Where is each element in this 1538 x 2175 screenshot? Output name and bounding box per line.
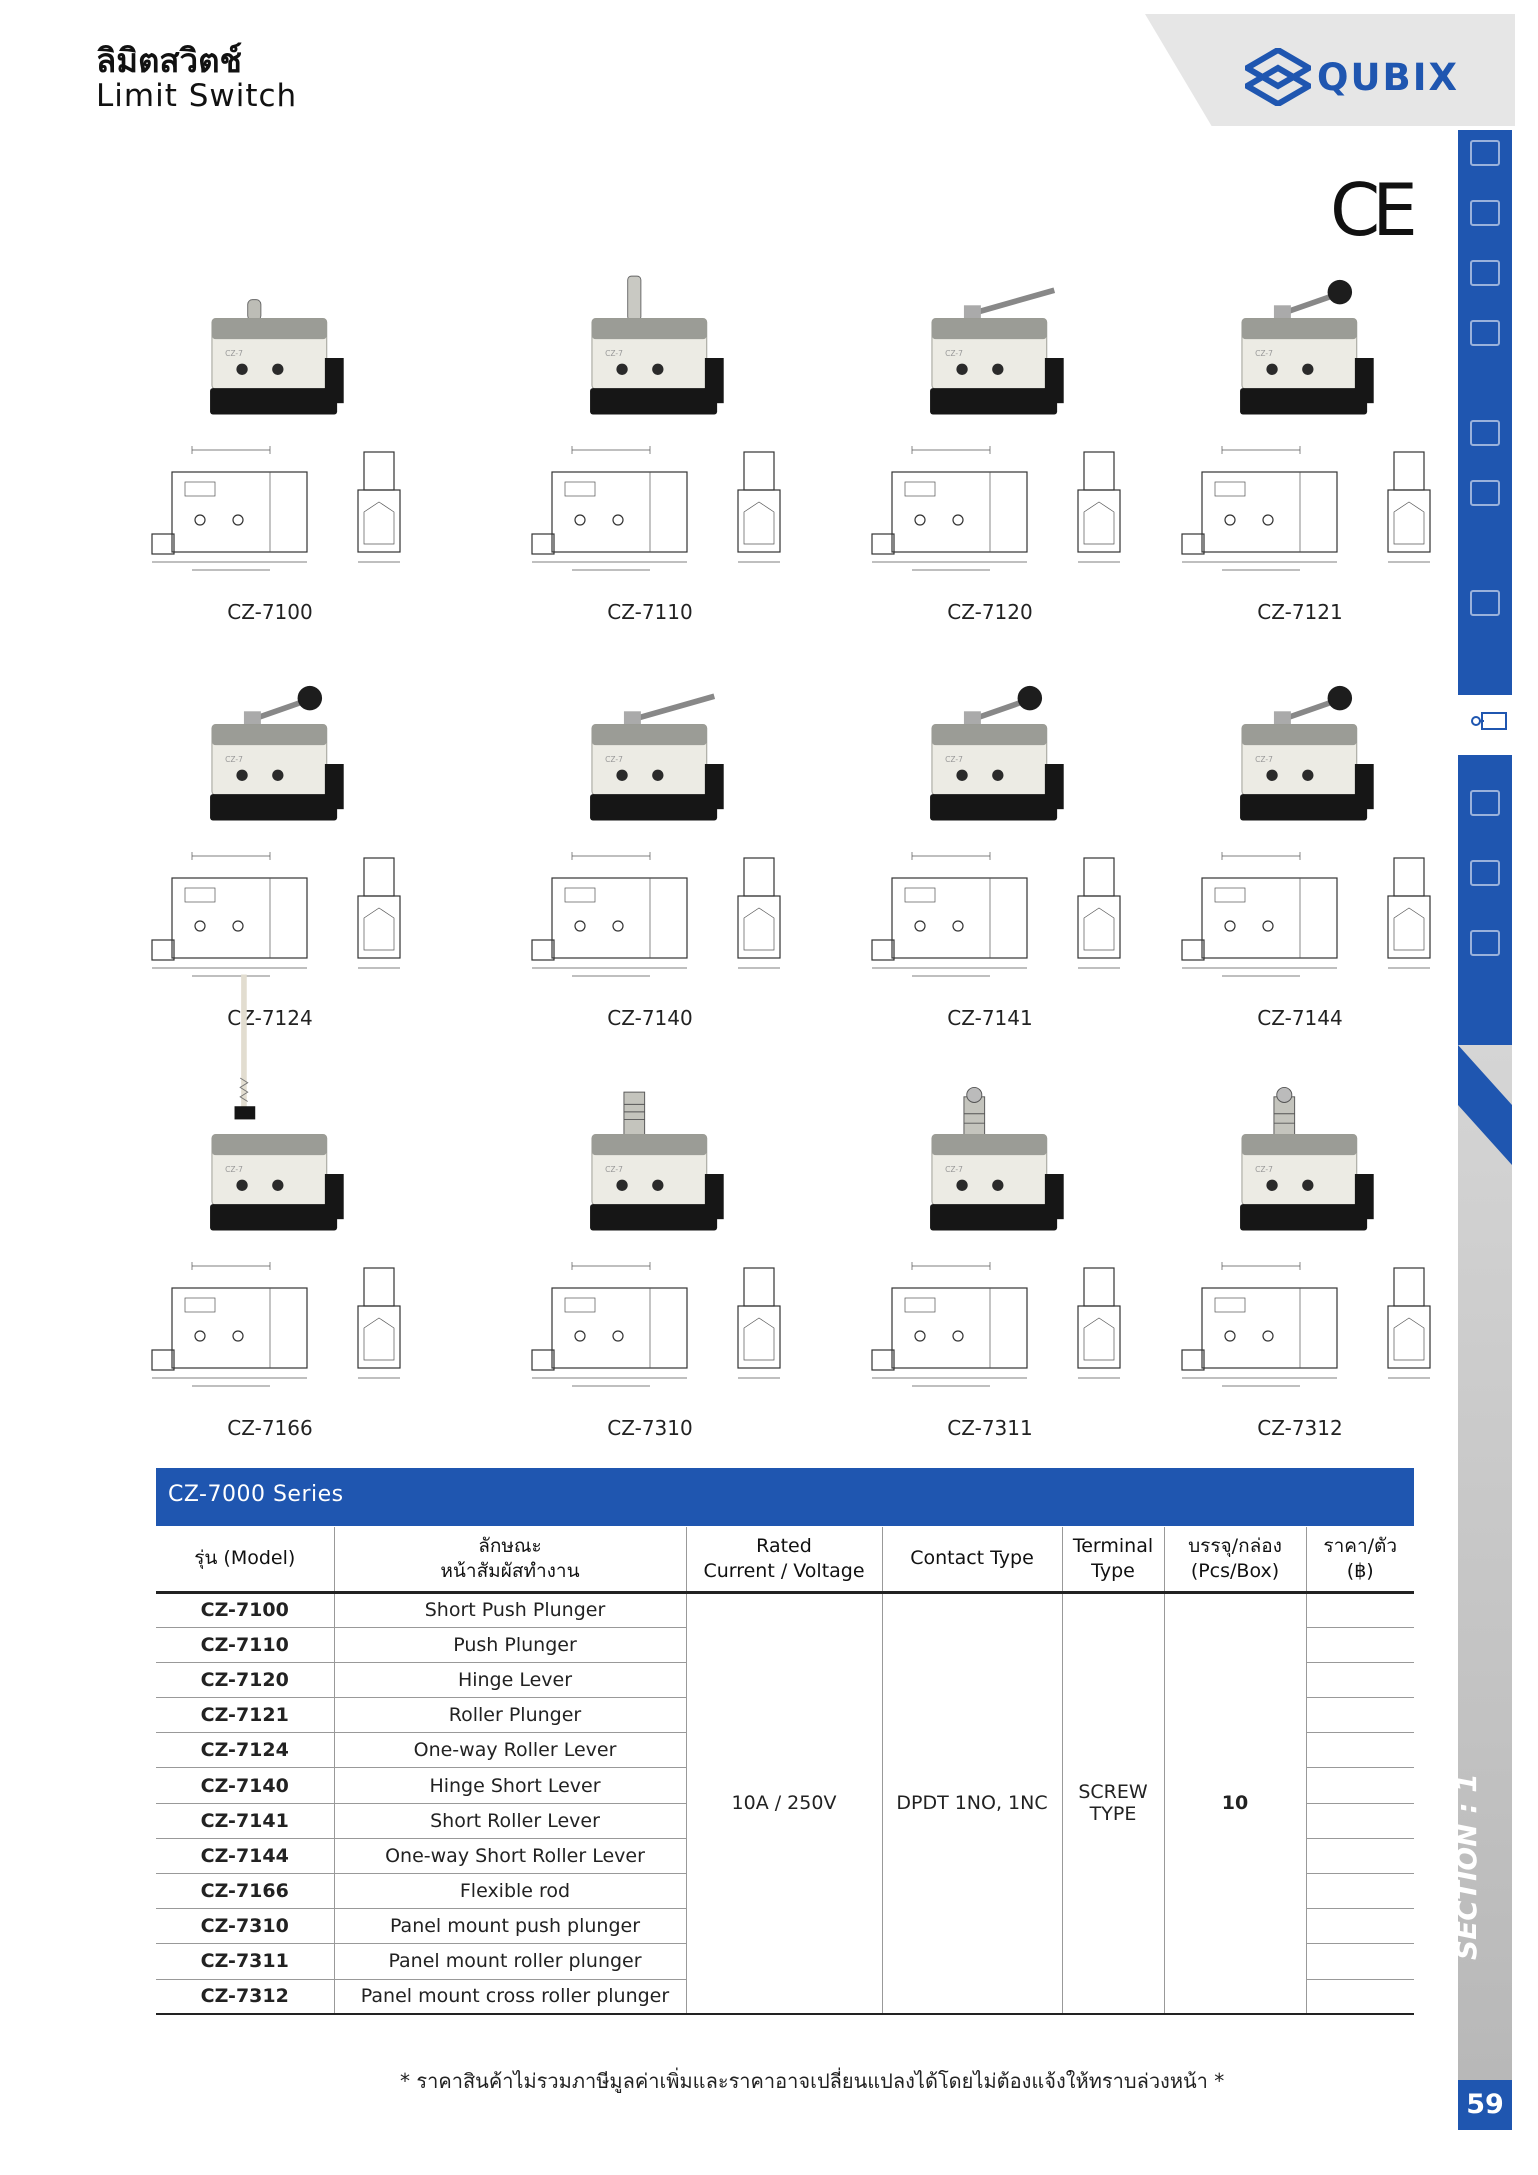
page-number: 59 — [1458, 2080, 1512, 2130]
svg-text:CZ-7: CZ-7 — [1255, 755, 1273, 765]
product-model-label: CZ-7141 — [947, 1006, 1033, 1030]
dimension-drawing — [150, 1248, 450, 1408]
product-card — [870, 668, 1170, 1038]
product-card — [1180, 262, 1480, 632]
product-photo — [200, 668, 350, 828]
cell-price — [1306, 1803, 1414, 1838]
product-photo — [1230, 262, 1380, 422]
product-model-label: CZ-7121 — [1257, 600, 1343, 624]
cell-price — [1306, 1874, 1414, 1909]
header-pack: บรรจุ/กล่อง (Pcs/Box) — [1164, 1527, 1306, 1592]
page-title-thai: ลิมิตสวิตช์ — [96, 41, 242, 80]
cell-price — [1306, 1944, 1414, 1979]
product-model-label: CZ-7310 — [607, 1416, 693, 1440]
product-card — [150, 262, 450, 632]
cell-description: Hinge Lever — [334, 1662, 686, 1697]
cell-price — [1306, 1592, 1414, 1627]
cell-contact: DPDT 1NO, 1NC — [882, 1592, 1062, 2014]
product-card — [150, 1078, 450, 1448]
product-card — [1180, 668, 1480, 1038]
product-card — [530, 668, 830, 1038]
table-header-row — [156, 1527, 1414, 1592]
series-header — [156, 1468, 1414, 1526]
cell-description: Panel mount cross roller plunger — [334, 1979, 686, 2014]
dimension-drawing — [530, 838, 830, 998]
cell-description: Roller Plunger — [334, 1698, 686, 1733]
header-rated: Rated Current / Voltage — [686, 1527, 882, 1592]
cell-pack: 10 — [1164, 1592, 1306, 2014]
cell-model: CZ-7120 — [156, 1662, 334, 1697]
product-photo — [920, 1078, 1070, 1238]
side-category-icon — [1470, 200, 1500, 226]
cell-description: One-way Short Roller Lever — [334, 1838, 686, 1873]
product-model-label: CZ-7120 — [947, 600, 1033, 624]
brand-name: QUBIX — [1317, 55, 1459, 99]
dimension-drawing — [530, 432, 830, 592]
cell-model: CZ-7110 — [156, 1627, 334, 1662]
dimension-drawing — [870, 838, 1170, 998]
cell-price — [1306, 1662, 1414, 1697]
product-photo — [580, 668, 730, 828]
cell-description: Push Plunger — [334, 1627, 686, 1662]
cell-description: Panel mount roller plunger — [334, 1944, 686, 1979]
product-photo — [580, 1078, 730, 1238]
series-title: CZ-7000 Series — [168, 1482, 344, 1507]
header-contact: Contact Type — [882, 1527, 1062, 1592]
cell-terminal: SCREW TYPE — [1062, 1592, 1164, 2014]
dimension-drawing — [870, 432, 1170, 592]
product-model-label: CZ-7140 — [607, 1006, 693, 1030]
footnote: * ราคาสินค้าไม่รวมภาษีมูลค่าเพิ่มและราคาอาจเปลี่ยนแปลงได้โดยไม่ต้องแจ้งให้ทราบล่วงหน้า * — [400, 2069, 1225, 2093]
product-card — [870, 1078, 1170, 1448]
cell-description: One-way Roller Lever — [334, 1733, 686, 1768]
cell-model: CZ-7144 — [156, 1838, 334, 1873]
product-card — [870, 262, 1170, 632]
table-row — [156, 1592, 1414, 1627]
cell-model: CZ-7312 — [156, 1979, 334, 2014]
product-model-label: CZ-7166 — [227, 1416, 313, 1440]
cell-model: CZ-7310 — [156, 1909, 334, 1944]
product-photo — [1230, 1078, 1380, 1238]
section-label: SECTION : 1 — [1450, 1773, 1483, 1960]
svg-text:CZ-7: CZ-7 — [225, 755, 243, 765]
cell-rated: 10A / 250V — [686, 1592, 882, 2014]
dimension-drawing — [1180, 1248, 1480, 1408]
cell-description: Panel mount push plunger — [334, 1909, 686, 1944]
cell-model: CZ-7124 — [156, 1733, 334, 1768]
cell-model: CZ-7121 — [156, 1698, 334, 1733]
cell-model: CZ-7140 — [156, 1768, 334, 1803]
svg-text:CZ-7: CZ-7 — [1255, 349, 1273, 359]
side-category-icon — [1470, 140, 1500, 166]
svg-text:CZ-7: CZ-7 — [945, 755, 963, 765]
cell-model: CZ-7311 — [156, 1944, 334, 1979]
header-price: ราคา/ตัว (฿) — [1306, 1527, 1414, 1592]
product-photo — [920, 668, 1070, 828]
cell-price — [1306, 1698, 1414, 1733]
svg-text:CZ-7: CZ-7 — [225, 349, 243, 359]
product-card — [530, 1078, 830, 1448]
svg-text:CZ-7: CZ-7 — [1255, 1165, 1273, 1175]
dimension-drawing — [530, 1248, 830, 1408]
svg-text:CZ-7: CZ-7 — [225, 1165, 243, 1175]
product-model-label: CZ-7100 — [227, 600, 313, 624]
product-card — [1180, 1078, 1480, 1448]
cell-description: Flexible rod — [334, 1874, 686, 1909]
header-model: รุ่น (Model) — [156, 1527, 334, 1592]
product-card — [150, 668, 450, 1038]
cell-price — [1306, 1768, 1414, 1803]
cell-price — [1306, 1909, 1414, 1944]
cell-price — [1306, 1979, 1414, 2014]
dimension-drawing — [150, 432, 450, 592]
header-feature: ลักษณะ หน้าสัมผัสทำงาน — [334, 1527, 686, 1592]
ce-mark: CE — [1330, 168, 1410, 252]
product-model-label: CZ-7144 — [1257, 1006, 1343, 1030]
cell-model: CZ-7100 — [156, 1592, 334, 1627]
dimension-drawing — [870, 1248, 1170, 1408]
svg-text:CZ-7: CZ-7 — [945, 349, 963, 359]
cell-description: Short Roller Lever — [334, 1803, 686, 1838]
dimension-drawing — [1180, 838, 1480, 998]
product-photo — [580, 262, 730, 422]
product-model-label: CZ-7110 — [607, 600, 693, 624]
product-model-label: CZ-7124 — [227, 1006, 313, 1030]
product-photo — [920, 262, 1070, 422]
spec-table — [156, 1527, 1414, 2015]
svg-text:CZ-7: CZ-7 — [605, 349, 623, 359]
cell-model: CZ-7166 — [156, 1874, 334, 1909]
brand-logo — [1245, 48, 1459, 106]
dimension-drawing — [150, 838, 450, 998]
cell-price — [1306, 1627, 1414, 1662]
dimension-drawing — [1180, 432, 1480, 592]
page-title-english: Limit Switch — [96, 78, 298, 114]
header-terminal: Terminal Type — [1062, 1527, 1164, 1592]
svg-text:CZ-7: CZ-7 — [945, 1165, 963, 1175]
cell-description: Hinge Short Lever — [334, 1768, 686, 1803]
cell-model: CZ-7141 — [156, 1803, 334, 1838]
product-photo — [200, 262, 350, 422]
cell-description: Short Push Plunger — [334, 1592, 686, 1627]
svg-text:CZ-7: CZ-7 — [605, 1165, 623, 1175]
product-photo — [200, 1078, 350, 1238]
cell-price — [1306, 1838, 1414, 1873]
product-photo — [1230, 668, 1380, 828]
brand-logo-icon — [1245, 48, 1311, 106]
svg-text:CZ-7: CZ-7 — [605, 755, 623, 765]
product-model-label: CZ-7311 — [947, 1416, 1033, 1440]
product-card — [530, 262, 830, 632]
product-model-label: CZ-7312 — [1257, 1416, 1343, 1440]
cell-price — [1306, 1733, 1414, 1768]
